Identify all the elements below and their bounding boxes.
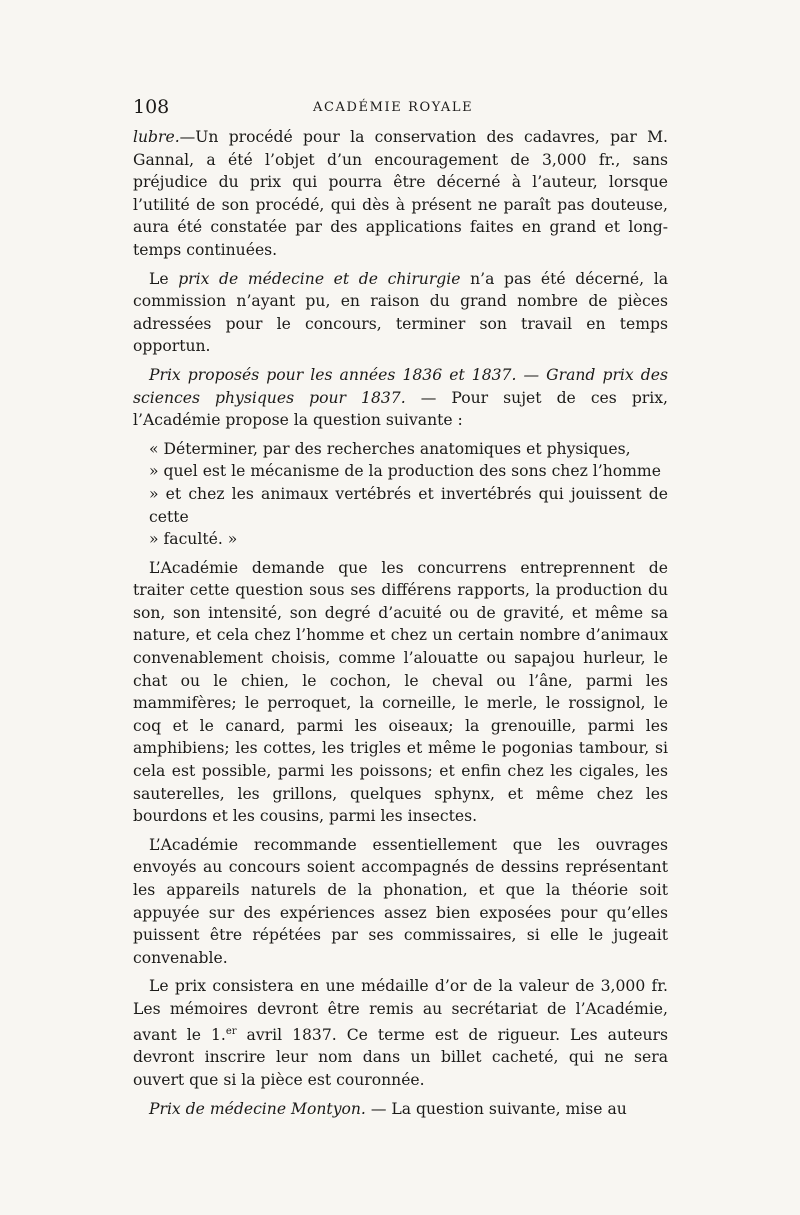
paragraph-text: — La question suivante, mise au: [365, 1099, 627, 1118]
paragraph-text: avril 1837. Ce terme est de rigueur. Les auteurs devront inscrire leur nom dans un billet cacheté, qui ne sera ouvert que si la pièce est couronnée.: [133, 1025, 668, 1089]
paragraph-academie-demande: [133, 557, 668, 828]
page-header: [133, 96, 668, 126]
question-quote: [149, 438, 668, 551]
prize-name: prix de médecine et de chirurgie: [178, 269, 461, 288]
quote-line: » et chez les animaux vertébrés et invertébrés qui jouissent de cette: [149, 484, 668, 526]
paragraph-prix-proposes: [133, 364, 668, 432]
running-head: ACADÉMIE ROYALE: [313, 100, 474, 115]
paragraph-prix-montyon: [133, 1098, 668, 1121]
quote-line: » faculté. »: [149, 530, 238, 549]
paragraph-academie-recommande: [133, 834, 668, 970]
paragraph-text: —Un procédé pour la conservation des cadavres, par M. Gannal, a été l’objet d’un encouragement de 3,000 fr., sans préjudice du prix qui pourra être décerné à l’auteur, lorsque l’utilité de son procédé, qui dès à présent ne paraît pas douteuse, aura été constatée par des applications faites en grand et long-temps continuées.: [133, 128, 668, 259]
paragraph-prix-medecine: [133, 268, 668, 358]
paragraph-gannal: [133, 126, 668, 262]
paragraph-text: n’a pas été décerné, la commission n’ayant pu, en raison du grand nombre de pièces adressées pour le concours, terminer son travail en temps opportun.: [133, 269, 668, 356]
quote-line: » quel est le mécanisme de la production des sons chez l’homme: [149, 462, 661, 481]
section-heading: Prix proposés pour les années 1836 et 1837. — Grand prix des sciences physiques pour 1837.: [133, 365, 668, 407]
book-page: [133, 96, 668, 1126]
quote-line: « Déterminer, par des recherches anatomiques et physiques,: [149, 439, 631, 458]
body-text: [133, 126, 668, 1120]
lead-word: lubre.: [133, 128, 180, 146]
paragraph-text: L’Académie recommande essentiellement que les ouvrages envoyés au concours soient accompagnés de dessins représentant les appareils naturels de la phonation, et que la théorie soit appuyée sur des expériences assez bien exposées pour qu’elles puissent être répétées par ses commissaires, si elle le jugeait convenable.: [133, 835, 668, 967]
page-number: 108: [133, 96, 170, 118]
ordinal-suffix: er: [225, 1025, 237, 1037]
section-heading: Prix de médecine Montyon.: [149, 1099, 366, 1118]
paragraph-text: L’Académie demande que les concurrens entreprennent de traiter cette question sous ses différens rapports, la production du son, son intensité, son degré d’acuité ou de gravité, et même sa nature, et cela chez l’homme et chez un certain nombre d’animaux convenablement choisis, comme l’alouatte ou sapajou hurleur, le chat ou le chien, le cochon, le cheval ou l’âne, parmi les mammifères; le perroquet, la corneille, le merle, le rossignol, le coq et le canard, parmi les oiseaux; la grenouille, parmi les amphibiens; les cottes, les trigles et même le pogonias tambour, si cela est possible, parmi les poissons; et enfin chez les cigales, les sauterelles, les grillons, quelques sphynx, et même chez les bourdons et les cousins, parmi les insectes.: [133, 558, 668, 826]
paragraph-text: — Pour sujet de ces prix, l’Académie propose la question suivante :: [133, 388, 669, 430]
paragraph-text-start: Le: [149, 269, 179, 288]
paragraph-text-start: Le prix consistera en une médaille d’or de la valeur de 3,000 fr. Les mémoires devront être remis au secrétariat de l’Académie, avant le 1.: [133, 977, 668, 1044]
paragraph-prix-medaille: [133, 975, 668, 1091]
